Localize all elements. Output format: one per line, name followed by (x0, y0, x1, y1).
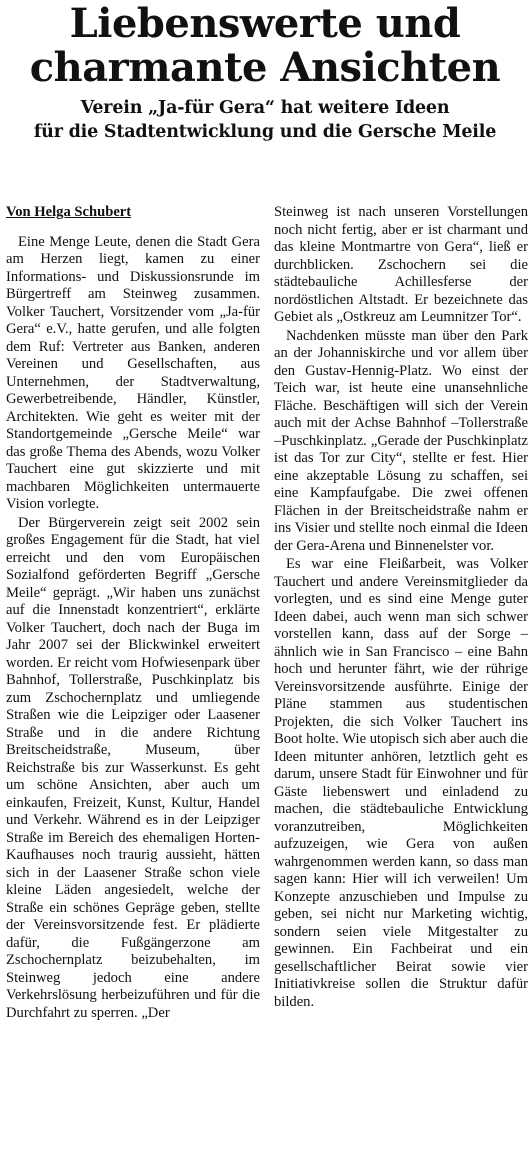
paragraph: Eine Menge Leute, denen die Stadt Gera am Herzen liegt, kamen zu einer Informations- und Diskussionsrunde im Bürgertreff am Steinweg zusammen. Volker Tauchert, Vorsitzender vom „Ja-für Gera“ e.V., hatte gerufen, und alle folgten dem Ruf: Vertreter aus Banken, anderen Vereinen und Gesellschaften, aus Unternehmen, der Stadtverwaltung, Gewerbetreibende, Händler, Künstler, Architekten. Wie geht es weiter mit der Standortgemeinde „Gersche Meile“ war das große Thema des Abends, wozu Volker Tauchert eine gut skizzierte und mit machbaren Möglichkeiten untermauerte Vision vorlegte. (6, 233, 260, 512)
byline: Von Helga Schubert (6, 204, 132, 220)
headline-line-1: Liebenswerte und (69, 0, 461, 47)
headline-line-2: charmante Ansichten (29, 44, 501, 91)
headline (4, 0, 526, 90)
paragraph: Nachdenken müsste man über den Park an der Johanniskirche und vor allem über den Gustav-Hennig-Platz. Wo einst der Teich war, ist heute eine unansehnliche Fläche. Beschäftigen will sich der Verein auch mit der Achse Bahnhof –Tollerstraße –Puschkinplatz. „Gerade der Puschkinplatz ist das Tor zur City“, stellte er fest. Hier eine akzeptable Lösung zu schaffen, sei eine Kampfaufgabe. Die zwei offenen Flächen in der Breitscheidstraße nahm er ins Visier und stellte noch einmal die Ideen der Gera-Arena und Binnenelster vor. (274, 327, 528, 554)
subheadline-line-1: Verein „Ja-für Gera“ hat weitere Ideen (80, 98, 450, 118)
paragraph: Steinweg ist nach unseren Vorstellungen noch nicht fertig, aber er ist charmant und das kleine Montmartre von Gera“, ließ er durchblicken. Zschochern sei die städtebauliche Achillesferse der nordöstlichen Altstadt. Er bezeichnete das Gebiet als „Ostkreuz am Leumnitzer Tor“. (274, 204, 528, 325)
subheadline (4, 96, 526, 144)
paragraph: Der Bürgerverein zeigt seit 2002 sein großes Engagement für die Stadt, hat viel erreicht und den vom Europäischen Sozialfond geförderten Begriff „Gersche Meile“ geprägt. „Wir haben uns zunächst auf die Innenstadt konzentriert“, erklärte Volker Tauchert, doch nach der Buga im Jahr 2007 sei der Blickwinkel erweitert worden. Er reicht vom Hofwiesenpark über Bahnhof, Tollerstraße, Puschkinplatz bis zum Zschochernplatz und umliegende Straßen wie die Leipziger oder Laasener Straße und in die andere Richtung Breitscheidstraße, Museum, über Reichstraße bis zur Wasserkunst. Es geht um schöne Ansichten, aber auch um einkaufen, Freizeit, Kunst, Kultur, Handel und Verkehr. Während es in der Leipziger Straße im Bereich des ehemaligen Horten-Kaufhauses noch traurig aussieht, hätten sich in der Laasener Straße schon viele kleine Läden angesiedelt, welche der Straße ein schönes Gepräge geben, stellte der Vereinsvorsitzende fest. Er plädierte dafür, die Fußgängerzone am Zschochernplatz beizubehalten, im Steinweg jedoch eine andere Verkehrslösung herbeizuführen und für die Durchfahrt zu sperren. „Der (6, 514, 260, 1021)
paragraph: Es war eine Fleißarbeit, was Volker Tauchert und andere Vereinsmitglieder da vorlegten, und es sind eine Menge guter Ideen dabei, auch wenn man sich schwer vorstellen kann, dass auf der Sorge – ähnlich wie in San Francisco – eine Bahn hoch und herunter fährt, wie der rührige Vereinsvorsitzende ausführte. Einige der Pläne stammen aus studentischen Projekten, die sich Volker Tauchert ins Boot holte. Wie utopisch sich aber auch die Ideen mitunter anhören, letztlich geht es darum, unsere Stadt für Einwohner und für Gäste liebenswert und einladend zu machen, die städtebauliche Entwicklung voranzutreiben, Möglichkeiten aufzuzeigen, wie Gera von außen wahrgenommen werden kann, so dass man sagen kann: Hier will ich verweilen! Um Konzepte anzuschieben und Impulse zu geben, sei nicht nur Marketing wichtig, sondern seien viele Mitgestalter zu gewinnen. Ein Fachbeirat und ein gesellschaftlicher Beirat sowie vier Initiativkreise sollen die Struktur dafür bilden. (274, 556, 528, 1010)
article-body (6, 204, 528, 1022)
column-right (274, 204, 528, 1022)
column-left (6, 204, 260, 1022)
subheadline-line-2: für die Stadtentwicklung und die Gersche Meile (33, 122, 497, 142)
